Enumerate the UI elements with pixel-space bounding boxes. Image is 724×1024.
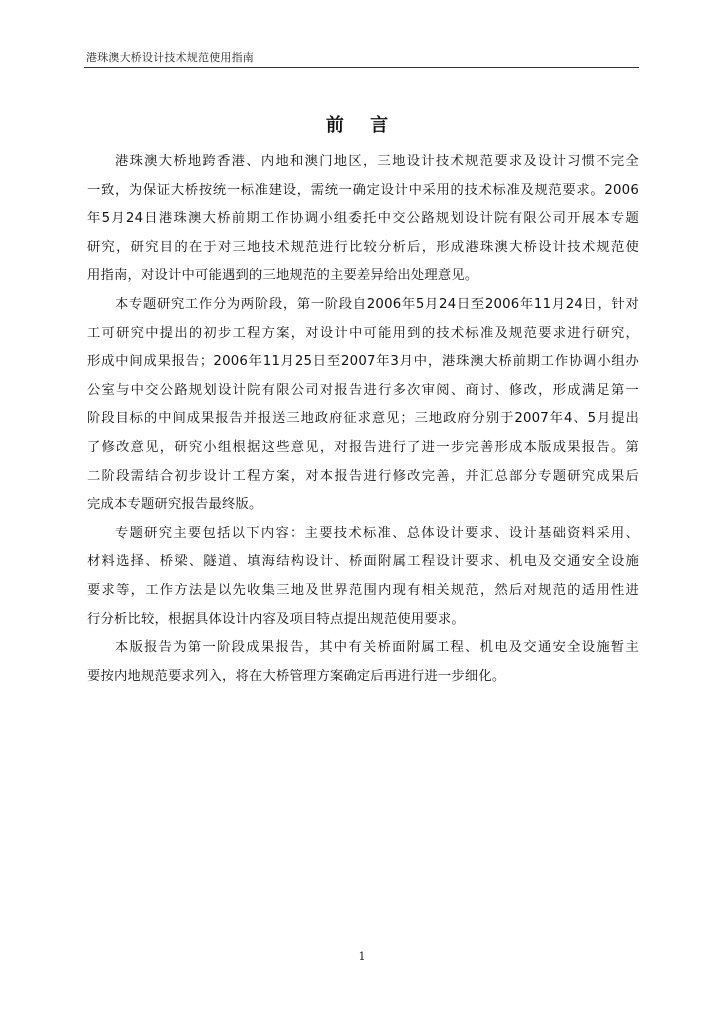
running-header: 港珠澳大桥设计技术规范使用指南 — [86, 51, 254, 64]
body-text — [87, 148, 639, 691]
paragraph-3-line-3: 要求等，工作方法是以先收集三地及世界范围内现有相关规范，然后对规范的适用性进 — [87, 582, 639, 598]
paragraph-2-line-4: 公室与中交公路规划设计院有限公司对报告进行多次审阅、商讨、修改，形成满足第一 — [87, 382, 639, 398]
paragraph-2-line-8: 完成本专题研究报告最终版。 — [87, 497, 263, 513]
paragraph-4-line-1: 本版报告为第一阶段成果报告，其中有关桥面附属工程、机电及交通安全设施暂主 — [115, 640, 639, 656]
section-title: 前 言 — [325, 115, 399, 136]
paragraph-1-line-4: 研究，研究目的在于对三地技术规范进行比较分析后，形成港珠澳大桥设计技术规范使 — [87, 239, 639, 255]
paragraph-2-line-6: 了修改意见，研究小组根据这些意见，对报告进行了进一步完善形成本版成果报告。第 — [87, 439, 639, 455]
paragraph-3-line-4: 行分析比较，根据具体设计内容及项目特点提出规范使用要求。 — [87, 611, 465, 627]
page-number: 1 — [358, 950, 366, 963]
paragraph-2-line-3: 形成中间成果报告；2006年11月25日至2007年3月中，港珠澳大桥前期工作协调小组办 — [87, 354, 639, 370]
paragraph-1-line-3: 年5月24日港珠澳大桥前期工作协调小组委托中交公路规划设计院有限公司开展本专题 — [87, 211, 639, 227]
paragraph-2-line-2: 工可研究中提出的初步工程方案，对设计中可能用到的技术标准及规范要求进行研究， — [87, 325, 639, 341]
paragraph-2-line-7: 二阶段需结合初步设计工程方案，对本报告进行修改完善，并汇总部分专题研究成果后 — [87, 468, 639, 484]
header-rule — [84, 67, 639, 68]
paragraph-3-line-1: 专题研究主要包括以下内容：主要技术标准、总体设计要求、设计基础资料采用、 — [115, 525, 639, 541]
paragraph-2-line-1: 本专题研究工作分为两阶段，第一阶段自2006年5月24日至2006年11月24日，针对 — [115, 296, 639, 312]
paragraph-2-line-5: 阶段目标的中间成果报告并报送三地政府征求意见；三地政府分别于2007年4、5月提出 — [87, 411, 639, 427]
paragraph-3-line-2: 材料选择、桥梁、隧道、填海结构设计、桥面附属工程设计要求、机电及交通安全设施 — [87, 554, 639, 570]
paragraph-1-line-1: 港珠澳大桥地跨香港、内地和澳门地区，三地设计技术规范要求及设计习惯不完全 — [115, 154, 639, 169]
paragraph-1-line-2: 一致，为保证大桥按统一标准建设，需统一确定设计中采用的技术标准及规范要求。2006 — [87, 182, 639, 198]
paragraph-1-line-5: 用指南，对设计中可能遇到的三地规范的主要差异给出处理意见。 — [87, 268, 479, 284]
paragraph-4-line-2: 要按内地规范要求列入，将在大桥管理方案确定后再进行进一步细化。 — [87, 668, 506, 684]
